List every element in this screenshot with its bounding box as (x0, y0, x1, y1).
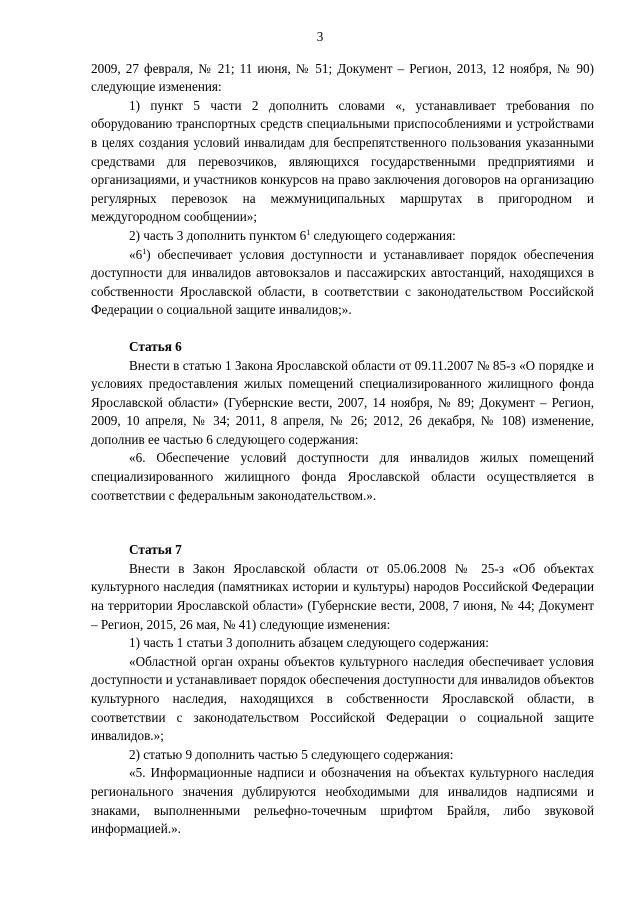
article-7-quote-1: «Областной орган охраны объектов культурного наследия обеспечивает условия доступности и устанавливает порядок обеспечения доступности для инвалидов объектов культурного наследия, находящихся в собственности Ярославской области, в соответствии с законодательством Российской Федерации о социальной защите инвалидов.»; (91, 653, 594, 744)
article-7-title: Статья 7 (129, 542, 182, 558)
article-7-paragraph-1: Внести в Закон Ярославской области от 05.06.2008 № 25-з «Об объектах культурного наследия (памятниках истории и культуры) народов Российской Федерации на территории Ярославской области» (Губернские вести, 2008, 7 июня, № 44; Документ – Регион, 2015, 26 мая, № 41) следующие изменения: (91, 560, 594, 632)
article-7-quote-2: «5. Информационные надписи и обозначения на объектах культурного наследия регионального значения дублируются необходимыми для инвалидов надписями и знаками, выполненными рельефно-точечным шрифтом Брайля, либо звуковой информацией.». (91, 765, 594, 837)
page-number: 3 (316, 29, 324, 44)
article-6-title: Статья 6 (129, 338, 182, 354)
intro-quote-start: «6 (129, 246, 143, 262)
intro-item-2 (91, 227, 594, 246)
intro-quote (91, 246, 594, 320)
intro-item-1: 1) пункт 5 части 2 дополнить словами «, устанавливает требования по оборудованию транспортных средств специальными приспособлениями и устройствами в целях создания условий инвалидам для беспрепятственного пользования указанными средствами для перевозчиков, являющихся государственными предприятиями и организациями, и участников конкурсов на право заключения договоров на организацию регулярных перевозок на межмуниципальных маршрутах в пригородном и междугородном сообщении»; (91, 97, 594, 225)
article-7-item-2: 2) статью 9 дополнить частью 5 следующего содержания: (129, 746, 454, 762)
article-6-paragraph-1: Внести в статью 1 Закона Ярославской области от 09.11.2007 № 85-з «О порядке и условиях предоставления жилых помещений специализированного жилищного фонда Ярославской области» (Губернские вести, 2007, 14 ноября, № 89; Документ – Регион, 2009, 10 апреля, № 34; 2011, 8 апреля, № 26; 2012, 26 декабря, № 108) изменение, дополнив ее частью 6 следующего содержания: (91, 357, 594, 447)
intro-continuation: 2009, 27 февраля, № 21; 11 июня, № 51; Документ – Регион, 2013, 12 ноября, № 90) следующие изменения: (91, 60, 594, 95)
intro-item-2-text: 2) часть 3 дополнить пунктом 6 (129, 227, 307, 243)
article-7-item-1: 1) часть 1 статьи 3 дополнить абзацем следующего содержания: (129, 635, 489, 651)
intro-quote-text: ) обеспечивает условия доступности и устанавливает порядок обеспечения доступности для инвалидов автовокзалов и пассажирских автостанций, находящихся в собственности Ярославской области, в соответствии с законодательством Российской Федерации о социальной защите инвалидов;». (91, 246, 594, 318)
article-6-quote: «6. Обеспечение условий доступности для инвалидов жилых помещений специализированного жилищного фонда Ярославской области осуществляется в соответствии с федеральным законодательством.». (91, 450, 594, 503)
intro-item-2-tail: следующего содержания: (310, 227, 456, 243)
intro-quote-superscript: 1 (142, 246, 147, 256)
intro-item-2-superscript: 1 (306, 227, 311, 237)
